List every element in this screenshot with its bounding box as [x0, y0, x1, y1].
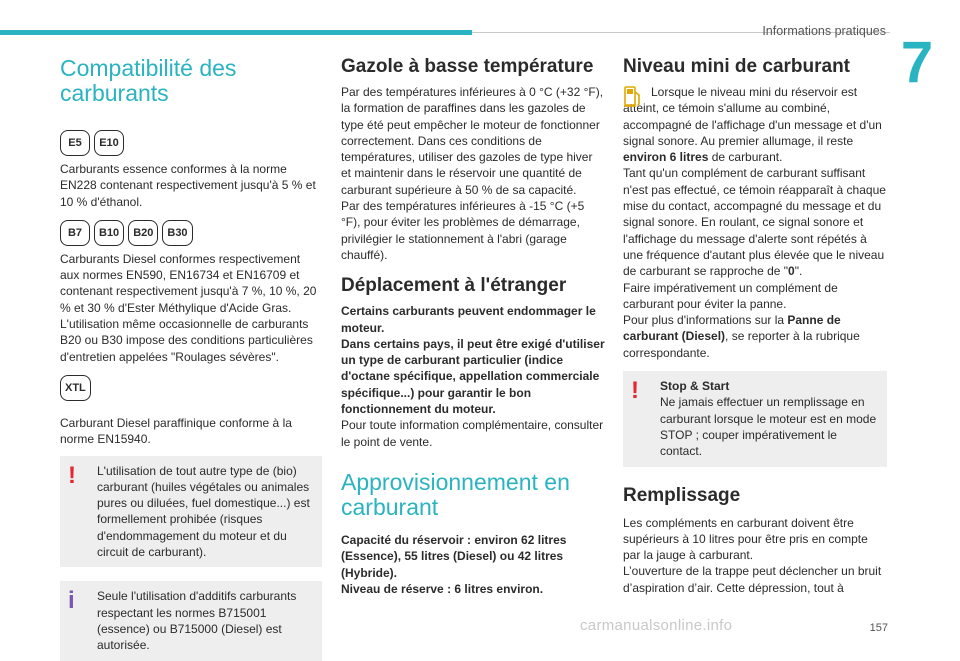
cold-diesel-text: Par des températures inférieures à 0 °C (+32 °F), la formation de paraffines dans les gazoles de type été peut empêcher le moteur de fonctionner correctement. Dans ces conditions de températures, utiliser des gazoles de type hiver et maintenir dans le réservoir une quantité de carburant supérieure à 50 % de sa capacité. Par des températures inférieures à -15 °C (+5 °F), pour éviter les problèmes de démarrage, privilégier le stationnement à l'abri (garage chauffé). [341, 85, 604, 262]
abroad-warning-text: Certains carburants peuvent endommager le moteur. Dans certains pays, il peut être exigé d'utiliser un type de carburant particulier (indice d'octane spécifique, appellation commerciale spécifique...) pour garantir le bon fonctionnement du moteur. [341, 304, 605, 417]
stop-start-text: Ne jamais effectuer un remplissage en carburant lorsque le moteur est en mode STOP ; couper impérativement le contact. [660, 395, 877, 459]
xtl-badges [60, 375, 322, 401]
badge-b30: B30 [162, 220, 192, 246]
chapter-number: 7 [900, 30, 934, 95]
info-text: Seule l'utilisation d'additifs carburants respectant les normes B715001 (essence) ou B715000 (Diesel) est autorisée. [97, 589, 297, 653]
header-accent-bar [0, 30, 472, 35]
petrol-badges [60, 130, 322, 156]
badge-e5: E5 [60, 130, 90, 156]
fuel-pump-icon [623, 84, 643, 108]
abroad-info-text: Pour toute information complémentaire, consulter le point de vente. [341, 418, 604, 449]
low-fuel-text-1: Lorsque le niveau mini du réservoir est atteint, ce témoin s'allume au combiné, accompagné de l'affichage d'un message et d'un signal sonore. Au premier allumage, il reste environ 6 litres de carburant. [623, 85, 882, 165]
heading-filling: Remplissage [623, 484, 741, 506]
tank-capacity-text: Capacité du réservoir : environ 62 litres (Essence), 55 litres (Diesel) ou 42 litres (Hybride). Niveau de réserve : 6 litres environ. [341, 532, 567, 596]
watermark: carmanualsonline.info [580, 617, 733, 634]
badge-xtl: XTL [60, 375, 91, 401]
warning-box-biofuel [60, 456, 322, 568]
badge-b7: B7 [60, 220, 90, 246]
heading-refuelling: Approvisionnement en carburant [341, 468, 570, 520]
low-fuel-section [623, 84, 887, 361]
low-fuel-text-2: Tant qu'un complément de carburant suffisant n'est pas effectué, ce témoin réapparaît à chaque mise du contact, accompagné du message et du signal sonore. En roulant, ce signal sonore et l'affichage du message d'alerte sont répétés à une fréquence d'autant plus élevée que le niveau de carburant se rapproche de "0". [623, 166, 886, 279]
filling-text: Les compléments en carburant doivent être supérieurs à 10 litres pour être pris en compte par la jauge à carburant. L’ouverture de la trappe peut déclencher un bruit d’aspiration d’air. Cette dépression, tout à [623, 515, 882, 595]
petrol-description: Carburants essence conformes à la norme EN228 contenant respectivement jusqu'à 5 % et 10 % d'éthanol. [60, 162, 316, 209]
heading-cold-diesel: Gazole à basse température [341, 56, 594, 77]
warning-icon: ! [68, 461, 76, 489]
badge-b20: B20 [128, 220, 158, 246]
diesel-description: Carburants Diesel conformes respectivement aux normes EN590, EN16734 et EN16709 et contenant respectivement jusqu'à 7 %, 10 %, 20 % et 30 % d'Ester Méthylique d'Acide Gras. L'utilisation même occasionnelle de carburants B20 ou B30 impose des conditions particulières d'entretien appelées "Roulages sévères". [60, 251, 317, 364]
column-fuel-level [623, 56, 887, 596]
info-icon: i [68, 587, 75, 615]
diesel-badges [60, 220, 322, 246]
warning-box-stop-start [623, 371, 887, 466]
stop-start-title: Stop & Start [660, 379, 730, 394]
low-fuel-text-3: Faire impérativement un complément de carburant pour éviter la panne. [623, 280, 838, 311]
page-number: 157 [869, 622, 888, 634]
info-box-additives [60, 581, 322, 660]
warning-icon: ! [631, 377, 639, 405]
warning-text: L'utilisation de tout autre type de (bio) carburant (huiles végétales ou animales pures ou diluées, fuel domestique...) est formellement prohibée (risques d'endommagement du moteur et du circuit de carburant). [97, 463, 310, 560]
column-fuel-compatibility [60, 56, 322, 661]
badge-e10: E10 [94, 130, 124, 156]
badge-b10: B10 [94, 220, 124, 246]
heading-abroad: Déplacement à l'étranger [341, 275, 567, 297]
column-diesel-travel [341, 56, 605, 597]
heading-low-fuel: Niveau mini de carburant [623, 56, 851, 77]
xtl-description: Carburant Diesel paraffinique conforme à la norme EN15940. [60, 415, 292, 447]
section-title: Informations pratiques [762, 24, 886, 38]
low-fuel-text-4: Pour plus d'informations sur la Panne de carburant (Diesel), se reporter à la rubrique correspondante. [623, 313, 860, 360]
heading-fuel-compatibility: Compatibilité des carburants [60, 55, 237, 106]
